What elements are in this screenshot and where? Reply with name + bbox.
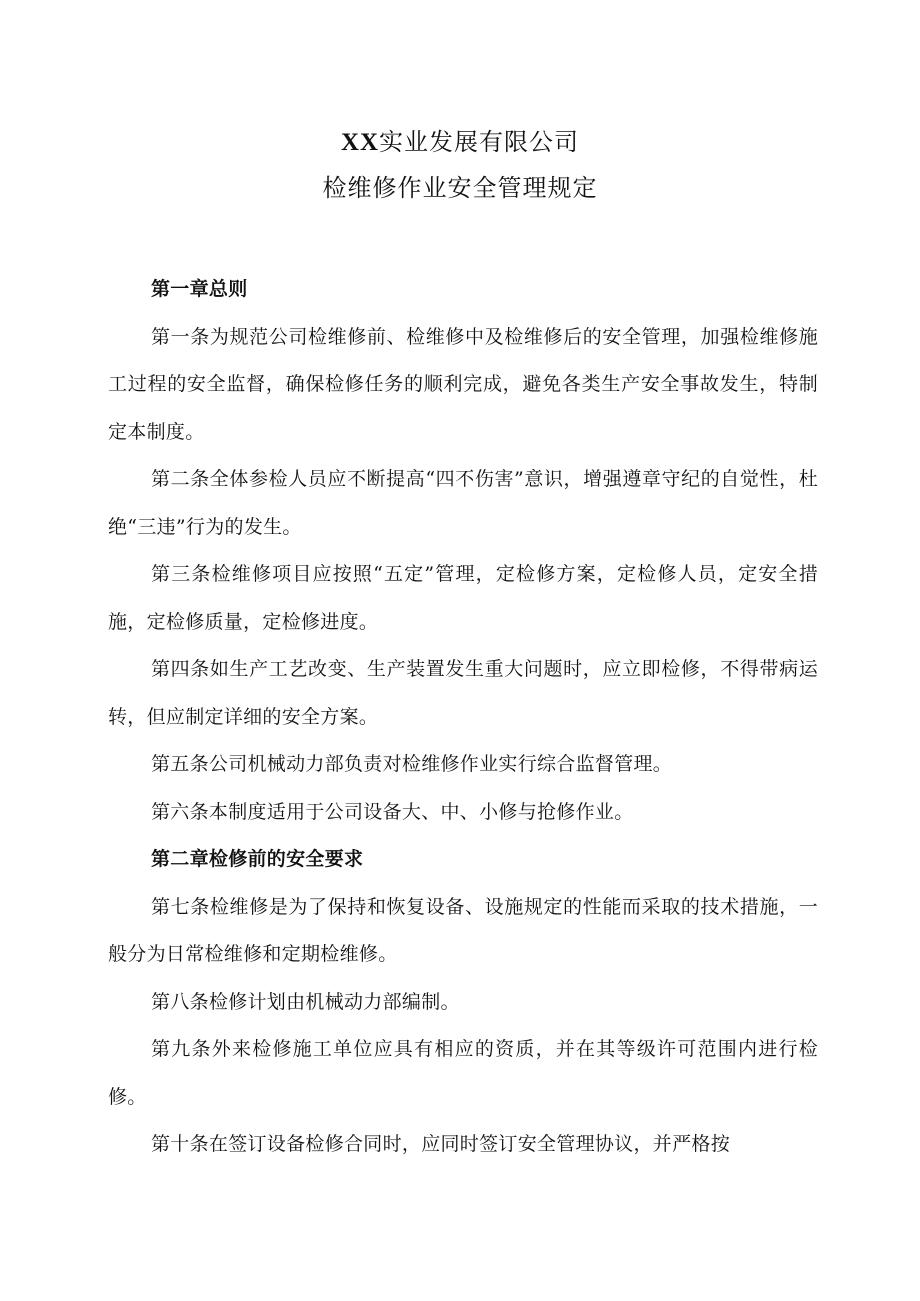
document-body — [108, 266, 818, 1169]
article-paragraph: 第七条检维修是为了保持和恢复设备、设施规定的性能而采取的技术措施，一般分为日常检维修和定期检维修。 — [108, 895, 818, 965]
article-paragraph: 第六条本制度适用于公司设备大、中、小修与抢修作业。 — [151, 800, 634, 823]
document-title: 检维修作业安全管理规定 — [322, 174, 598, 202]
article-paragraph: 第二条全体参检人员应不断提高“四不伤害”意识，增强遵章守纪的自觉性，杜绝“三违”行为的发生。 — [108, 468, 818, 538]
chapter-heading: 第一章总则 — [151, 278, 248, 300]
article-paragraph: 第四条如生产工艺改变、生产装置发生重大问题时，应立即检修，不得带病运转，但应制定详细的安全方案。 — [108, 658, 818, 728]
article-paragraph: 第五条公司机械动力部负责对检维修作业实行综合监督管理。 — [151, 753, 673, 775]
company-title — [0, 124, 920, 161]
article-paragraph: 第九条外来检修施工单位应具有相应的资质，并在其等级许可范围内进行检修。 — [108, 1038, 818, 1108]
company-prefix: XX — [340, 129, 380, 156]
article-paragraph: 第八条检修计划由机械动力部编制。 — [151, 990, 460, 1013]
article-paragraph: 第三条检维修项目应按照“五定”管理，定检修方案，定检修人员，定安全措施，定检修质量，定检修进度。 — [108, 563, 818, 633]
company-name: 实业发展有限公司 — [379, 128, 580, 156]
article-paragraph: 第一条为规范公司检维修前、检维修中及检维修后的安全管理，加强检维修施工过程的安全监督，确保检修任务的顺利完成，避免各类生产安全事故发生，特制定本制度。 — [108, 325, 818, 443]
article-paragraph: 第十条在签订设备检修合同时，应同时签订安全管理协议，并严格按 — [151, 1133, 731, 1155]
chapter-heading: 第二章检修前的安全要求 — [151, 848, 364, 870]
